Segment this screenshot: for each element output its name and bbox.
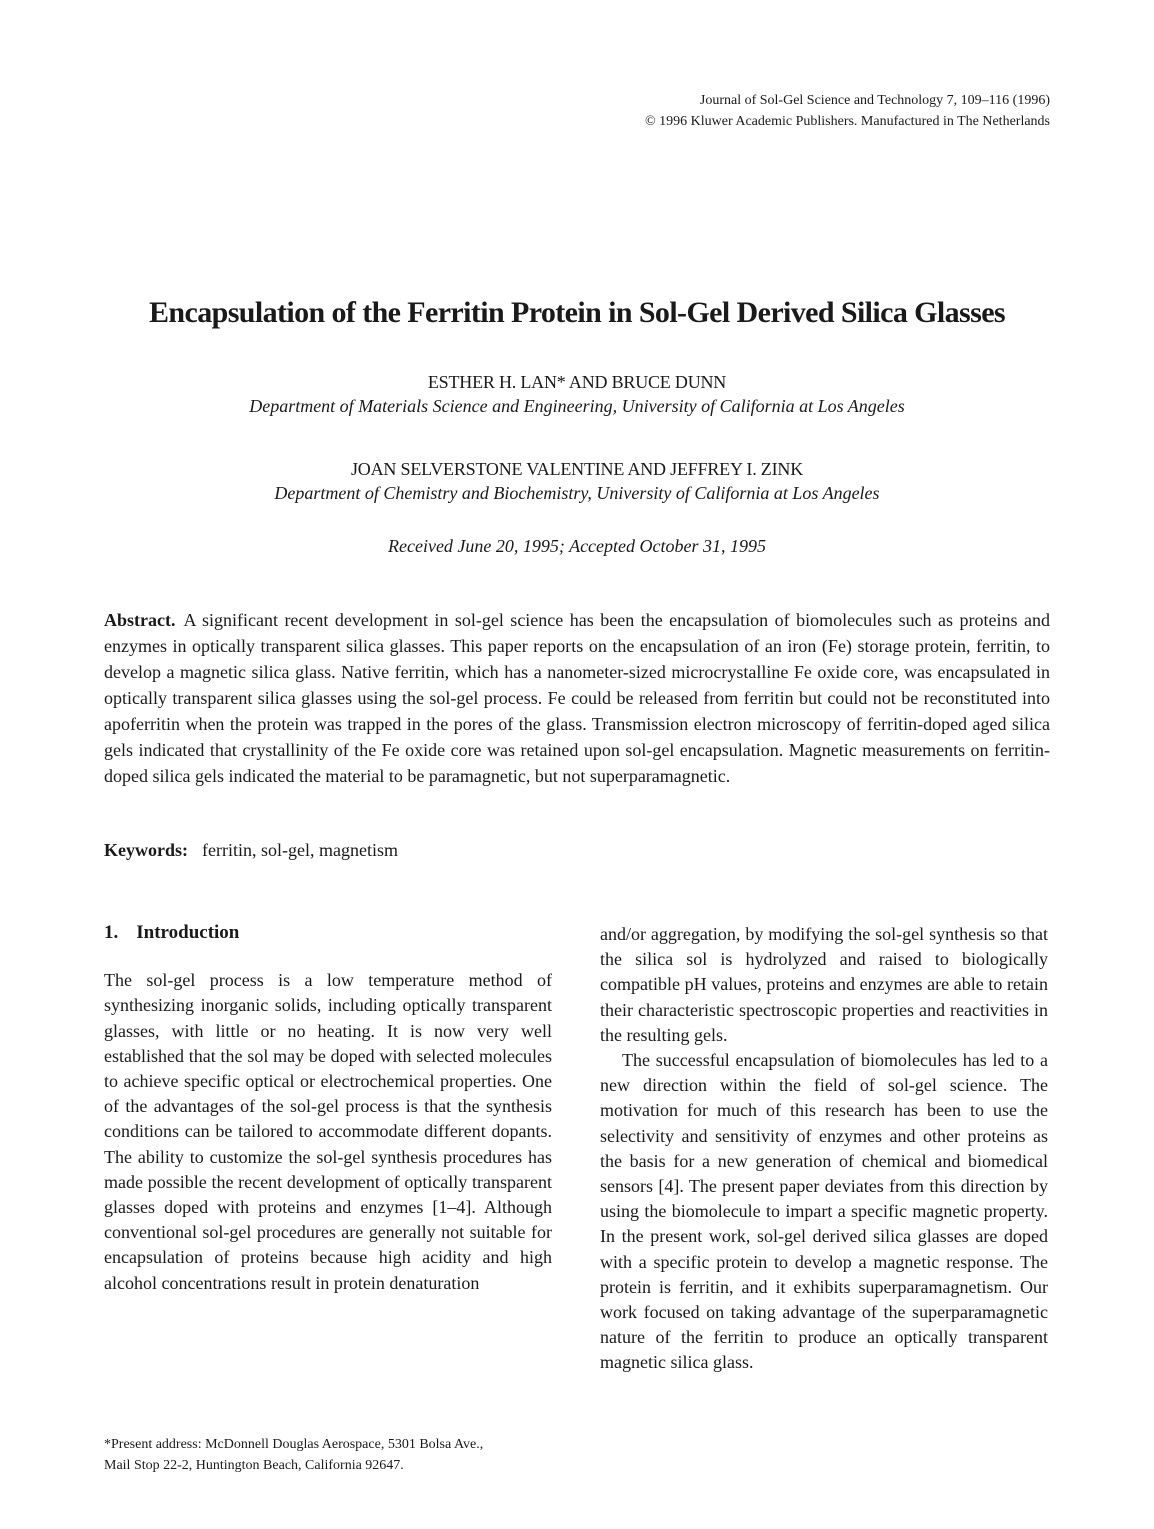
- footnote-line: *Present address: McDonnell Douglas Aerospace, 5301 Bolsa Ave.,: [104, 1437, 484, 1452]
- received-dates: Received June 20, 1995; Accepted October 31, 1995: [387, 536, 767, 556]
- intro-paragraph-1-continued: and/or aggregation, by modifying the sol-gel synthesis so that the silica sol is hydrolyzed and raised to biologically compatible pH values, proteins and enzymes are able to retain their characteristic spectroscopic properties and reactivities in the resulting gels.: [600, 924, 1048, 1045]
- copyright-line: © 1996 Kluwer Academic Publishers. Manufactured in The Netherlands: [645, 114, 1050, 129]
- footnote-line: Mail Stop 22-2, Huntington Beach, California 92647.: [104, 1458, 404, 1473]
- abstract-text: A significant recent development in sol-gel science has been the encapsulation of biomolecules such as proteins and enzymes in optically transparent silica glasses. This paper reports on the encapsulation of an iron (Fe) storage protein, ferritin, to develop a magnetic silica glass. Native ferritin, which has a nanometer-sized microcrystalline Fe oxide core, was encapsulated in optically transparent silica glasses using the sol-gel process. Fe could be released from ferritin but could not be reconstituted into apoferritin when the protein was trapped in the pores of the glass. Transmission electron microscopy of ferritin-doped aged silica gels indicated that crystallinity of the Fe oxide core was retained upon sol-gel encapsulation. Magnetic measurements on ferritin-doped silica gels indicated the material to be paramagnetic, but not superparamagnetic.: [104, 610, 1050, 786]
- right-column: [600, 922, 1048, 1376]
- section-title: Introduction: [136, 922, 240, 943]
- left-column: [104, 920, 552, 1296]
- journal-header: [645, 90, 1050, 132]
- intro-paragraph-1: The sol-gel process is a low temperature method of synthesizing inorganic solids, including optically transparent glasses, with little or no heating. It is now very well established that the sol may be doped with selected molecules to achieve specific optical or electrochemical properties. One of the advantages of the sol-gel process is that the synthesis conditions can be tailored to accommodate different dopants. The ability to customize the sol-gel synthesis procedures has made possible the recent development of optically transparent glasses doped with proteins and enzymes [1–4]. Although conventional sol-gel procedures are generally not suitable for encapsulation of proteins because high acidity and high alcohol concentrations result in protein denaturation: [104, 970, 552, 1293]
- author-group-2: [0, 457, 1154, 505]
- keywords: [104, 840, 398, 861]
- keywords-label: Keywords:: [104, 840, 188, 860]
- keywords-text: ferritin, sol-gel, magnetism: [202, 840, 398, 860]
- intro-paragraph-2: The successful encapsulation of biomolecules has led to a new direction within the field of sol-gel science. The motivation for much of this research has been to use the selectivity and sensitivity of enzymes and other proteins as the basis for a new generation of chemical and biomedical sensors [4]. The present paper deviates from this direction by using the biomolecule to impart a specific magnetic property. In the present work, sol-gel derived silica glasses are doped with a specific protein to develop a magnetic response. The protein is ferritin, and it exhibits superparamagnetism. Our work focused on taking advantage of the superparamagnetic nature of the ferritin to produce an optically transparent magnetic silica glass.: [600, 1050, 1048, 1373]
- paper-title: Encapsulation of the Ferritin Protein in Sol-Gel Derived Silica Glasses: [149, 296, 1005, 329]
- abstract: [104, 607, 1050, 789]
- author-names: ESTHER H. LAN* AND BRUCE DUNN: [427, 372, 727, 392]
- section-number: 1.: [104, 922, 119, 943]
- abstract-label: Abstract.: [104, 610, 176, 630]
- author-group-1: [0, 370, 1154, 418]
- author-names: JOAN SELVERSTONE VALENTINE AND JEFFREY I. ZINK: [351, 459, 803, 479]
- footnote: [104, 1434, 564, 1476]
- author-affiliation: Department of Chemistry and Biochemistry, University of California at Los Angeles: [274, 483, 880, 503]
- section-heading: [104, 920, 552, 945]
- journal-citation: Journal of Sol-Gel Science and Technology 7, 109–116 (1996): [699, 93, 1050, 108]
- author-affiliation: Department of Materials Science and Engineering, University of California at Los Angeles: [249, 396, 905, 416]
